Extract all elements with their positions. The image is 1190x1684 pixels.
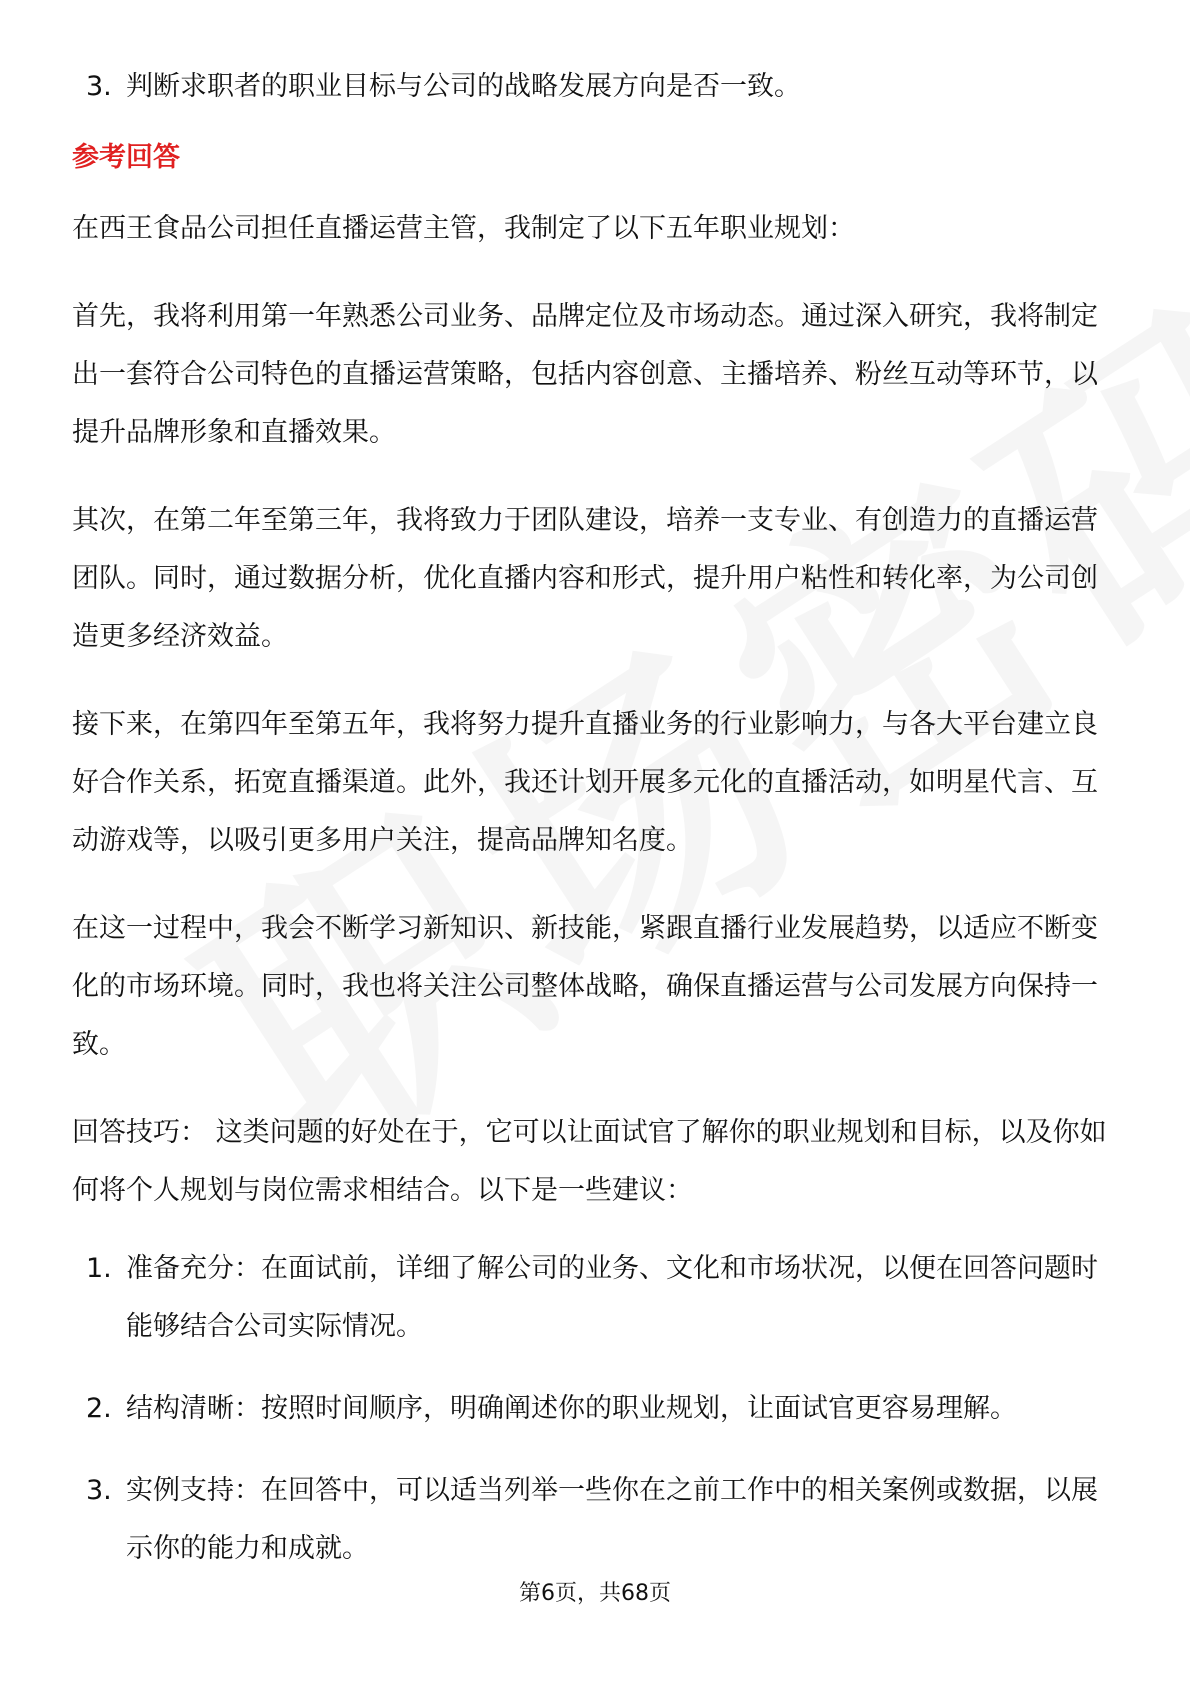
list-item [72, 1462, 1122, 1578]
page-content [72, 58, 1122, 1578]
paragraph-year-one: 首先，我将利用第一年熟悉公司业务、品牌定位及市场动态。通过深入研究，我将制定出一套符合公司特色的直播运营策略，包括内容创意、主播培养、粉丝互动等环节，以提升品牌形象和直播效果。 [72, 301, 1098, 448]
paragraph-answer-tips: 回答技巧： 这类问题的好处在于，它可以让面试官了解你的职业规划和目标，以及你如何将个人规划与岗位需求相结合。以下是一些建议： [72, 1117, 1107, 1206]
list-number: 1. [86, 1253, 112, 1284]
list-text: 判断求职者的职业目标与公司的战略发展方向是否一致。 [126, 71, 801, 102]
list-number: 2. [86, 1393, 112, 1424]
list-number: 3. [86, 71, 112, 102]
answer-heading: 参考回答 [72, 142, 180, 173]
list-item [72, 1240, 1122, 1356]
list-text: 结构清晰：按照时间顺序，明确阐述你的职业规划，让面试官更容易理解。 [126, 1393, 1017, 1424]
intro-list-item [72, 58, 1122, 116]
paragraph-year-two-three: 其次，在第二年至第三年，我将致力于团队建设，培养一支专业、有创造力的直播运营团队。同时，通过数据分析，优化直播内容和形式，提升用户粘性和转化率，为公司创造更多经济效益。 [72, 505, 1098, 652]
list-item [72, 1380, 1122, 1438]
tips-list [72, 1240, 1122, 1578]
paragraph-process: 在这一过程中，我会不断学习新知识、新技能，紧跟直播行业发展趋势，以适应不断变化的市场环境。同时，我也将关注公司整体战略，确保直播运营与公司发展方向保持一致。 [72, 913, 1098, 1060]
list-text: 实例支持：在回答中，可以适当列举一些你在之前工作中的相关案例或数据，以展示你的能力和成就。 [126, 1475, 1098, 1564]
page-footer: 第6页，共68页 [519, 1581, 671, 1606]
paragraph-intro: 在西王食品公司担任直播运营主管，我制定了以下五年职业规划： [72, 213, 855, 244]
paragraph-year-four-five: 接下来，在第四年至第五年，我将努力提升直播业务的行业影响力，与各大平台建立良好合作关系，拓宽直播渠道。此外，我还计划开展多元化的直播活动，如明星代言、互动游戏等，以吸引更多用户关注，提高品牌知名度。 [72, 709, 1098, 856]
list-text: 准备充分：在面试前，详细了解公司的业务、文化和市场状况，以便在回答问题时能够结合公司实际情况。 [126, 1253, 1098, 1342]
list-number: 3. [86, 1475, 112, 1506]
